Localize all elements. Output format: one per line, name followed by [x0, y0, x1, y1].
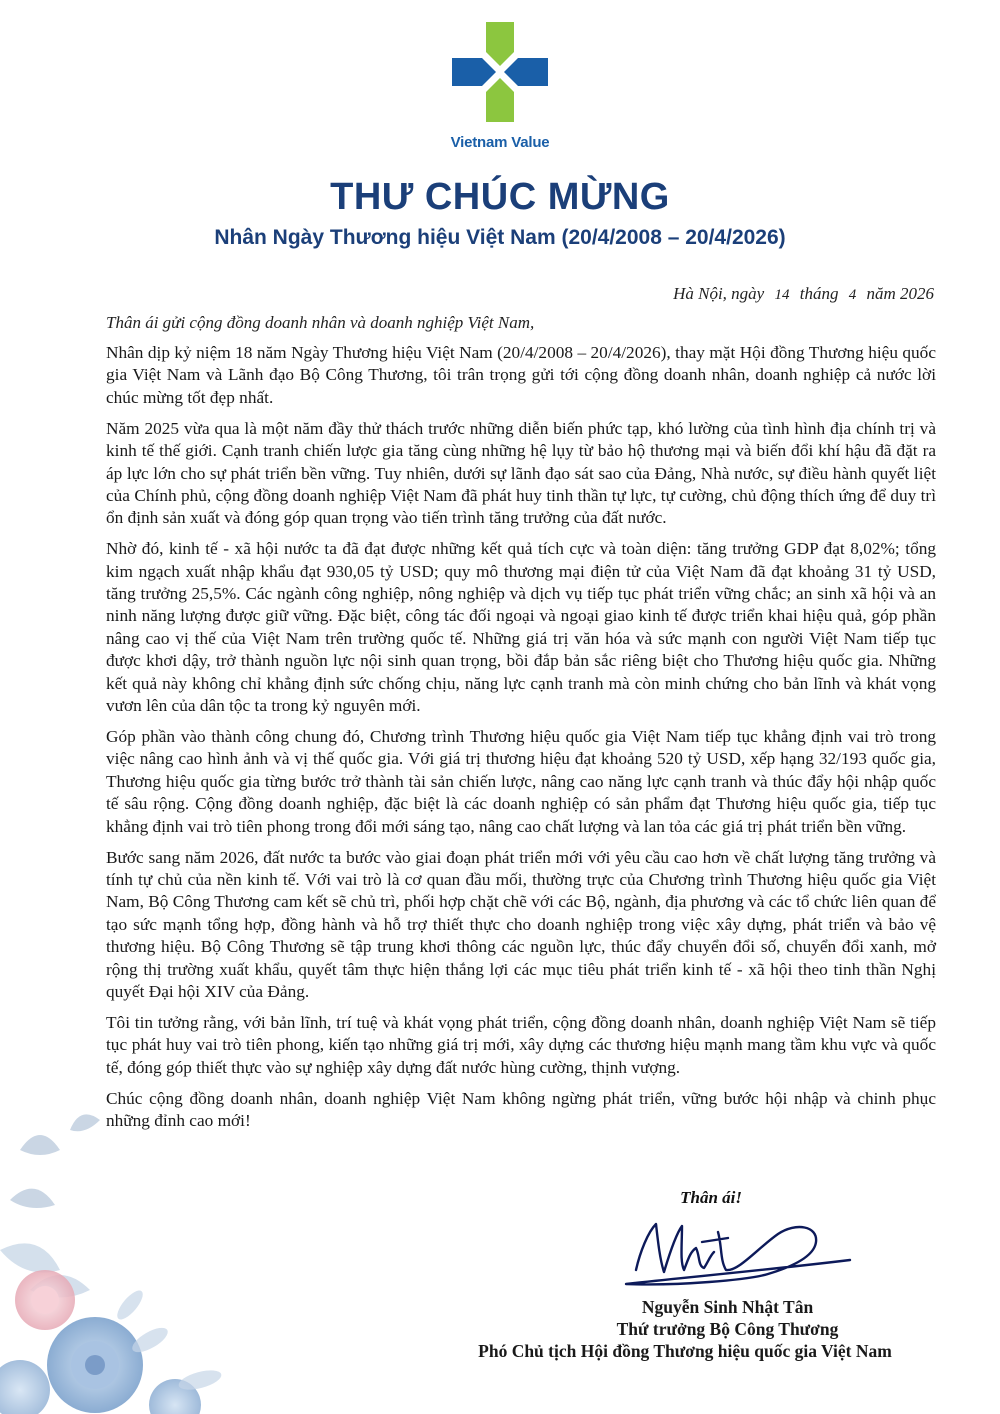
- date-year: năm 2026: [866, 284, 934, 303]
- paragraph: Chúc cộng đồng doanh nhân, doanh nghiệp Việt Nam không ngừng phát triển, vững bước hội nhập và chinh phục những đỉnh cao mới!: [106, 1088, 936, 1130]
- letter-subtitle: Nhân Ngày Thương hiệu Việt Nam (20/4/2008 – 20/4/2026): [214, 226, 786, 249]
- signer-name: Nguyễn Sinh Nhật Tân: [641, 1297, 814, 1317]
- paragraph: Góp phần vào thành công chung đó, Chương trình Thương hiệu quốc gia Việt Nam tiếp tục khẳng định vai trò trong việc nâng cao hình ảnh và vị thế quốc gia. Với giá trị thương hiệu đạt khoảng 520 tỷ USD, xếp hạng 32/193 quốc gia, Thương hiệu quốc gia từng bước trở thành tài sản chiến lược, nâng cao năng lực cạnh tranh và thúc đẩy hội nhập quốc tế sâu rộng. Cộng đồng doanh nghiệp, đặc biệt là các doanh nghiệp có sản phẩm đạt Thương hiệu quốc gia, tiếp tục khẳng định vai trò tiên phong trong đổi mới sáng tạo, nâng cao chất lượng và lan tỏa các giá trị phát triển bền vững.: [106, 727, 936, 836]
- logo-text: Vietnam Value: [450, 134, 550, 151]
- greeting: Thân ái gửi cộng đồng doanh nhân và doanh nghiệp Việt Nam,: [106, 313, 535, 332]
- handwritten-signature: [618, 1212, 858, 1292]
- paragraph: Nhờ đó, kinh tế - xã hội nước ta đã đạt được những kết quả tích cực và toàn diện: tăng trưởng GDP đạt 8,02%; tổng kim ngạch xuất nhập khẩu đạt 930,05 tỷ USD; quy mô thương mại điện tử của Việt Nam đã đạt khoảng 31 tỷ USD, tăng trưởng 25,5%. Các ngành công nghiệp, nông nghiệp và dịch vụ tiếp tục phát triển vững chắc; an sinh xã hội và an ninh năng lượng được giữ vững. Đặc biệt, công tác đối ngoại và ngoại giao kinh tế được triển khai hiệu quả, góp phần nâng cao vị thế của Việt Nam trên trường quốc tế. Những giá trị văn hóa và sức mạnh con người Việt Nam tiếp tục được khơi dậy, trở thành nguồn lực nội sinh quan trọng, bồi đắp bản sắc riêng biệt cho Thương hiệu quốc gia. Những kết quả này không chỉ khẳng định sức chống chịu, năng lực cạnh tranh mà còn minh chứng cho bản lĩnh và khát vọng vươn lên của dân tộc ta trong kỷ nguyên mới.: [106, 539, 936, 716]
- signer-role: Thứ trưởng Bộ Công Thương: [616, 1319, 839, 1339]
- vietnam-value-logo: [440, 22, 560, 151]
- paragraph: Bước sang năm 2026, đất nước ta bước vào giai đoạn phát triển mới với yêu cầu cao hơn về chất lượng tăng trưởng và tính tự chủ của nền kinh tế. Với vai trò là cơ quan đầu mối, thường trực của Chương trình Thương hiệu quốc gia Việt Nam, Bộ Công Thương cam kết sẽ chủ trì, phối hợp chặt chẽ với các Bộ, ngành, địa phương và các tổ chức liên quan để tạo sức mạnh tổng hợp, đồng hành và hỗ trợ thiết thực cho doanh nghiệp trong việc xây dựng, phát triển và bảo vệ thương hiệu. Bộ Công Thương sẽ tập trung khơi thông các nguồn lực, thúc đẩy chuyển đổi số, chuyển đổi xanh, mở rộng thị trường xuất khẩu, quyết tâm thực hiện thắng lợi các mục tiêu phát triển kinh tế - xã hội theo tinh thần Nghị quyết Đại hội XIV của Đảng.: [106, 847, 936, 1001]
- paragraph: Nhân dịp kỷ niệm 18 năm Ngày Thương hiệu Việt Nam (20/4/2008 – 20/4/2026), thay mặt Hội đồng Thương hiệu quốc gia Việt Nam và Lãnh đạo Bộ Công Thương, tôi trân trọng gửi tới cộng đồng doanh nhân, doanh nghiệp cả nước lời chúc mừng tốt đẹp nhất.: [106, 343, 936, 407]
- date-month-label: tháng: [799, 284, 839, 303]
- date-prefix: Hà Nội, ngày: [673, 284, 765, 303]
- letter-body: [106, 342, 936, 1141]
- closing-text: Thân ái!: [680, 1188, 742, 1207]
- signer-block: [420, 1296, 940, 1362]
- paragraph: Tôi tin tưởng rằng, với bản lĩnh, trí tuệ và khát vọng phát triển, cộng đồng doanh nhân, doanh nghiệp Việt Nam sẽ tiếp tục phát huy vai trò tiên phong, kiến tạo những giá trị mới, xây dựng các thương hiệu mạnh mang tầm khu vực và quốc tế, đóng góp thiết thực vào sự nghiệp xây dựng đất nước hùng cường, thịnh vượng.: [106, 1012, 936, 1077]
- date-line: [673, 284, 934, 304]
- date-month: 4: [848, 287, 857, 303]
- letter-title: THƯ CHÚC MỪNG: [330, 176, 670, 218]
- vietnam-value-logo-icon: [452, 22, 548, 132]
- signer-role-secondary: Phó Chủ tịch Hội đồng Thương hiệu quốc gia Việt Nam: [478, 1341, 892, 1361]
- date-day: 14: [774, 287, 790, 303]
- paragraph: Năm 2025 vừa qua là một năm đầy thử thách trước những diễn biến phức tạp, khó lường của tình hình địa chính trị và kinh tế thế giới. Cạnh tranh chiến lược gia tăng cùng những hệ lụy từ bảo hộ thương mại và biến đổi khí hậu đã đặt ra áp lực lớn cho sự phát triển bền vững. Tuy nhiên, dưới sự lãnh đạo sát sao của Đảng, Nhà nước, sự điều hành quyết liệt của Chính phủ, cộng đồng doanh nghiệp Việt Nam đã phát huy tinh thần tự lực, tự cường, chủ động thích ứng để duy trì ổn định sản xuất và đóng góp quan trọng vào tiến trình tăng trưởng của đất nước.: [106, 418, 936, 528]
